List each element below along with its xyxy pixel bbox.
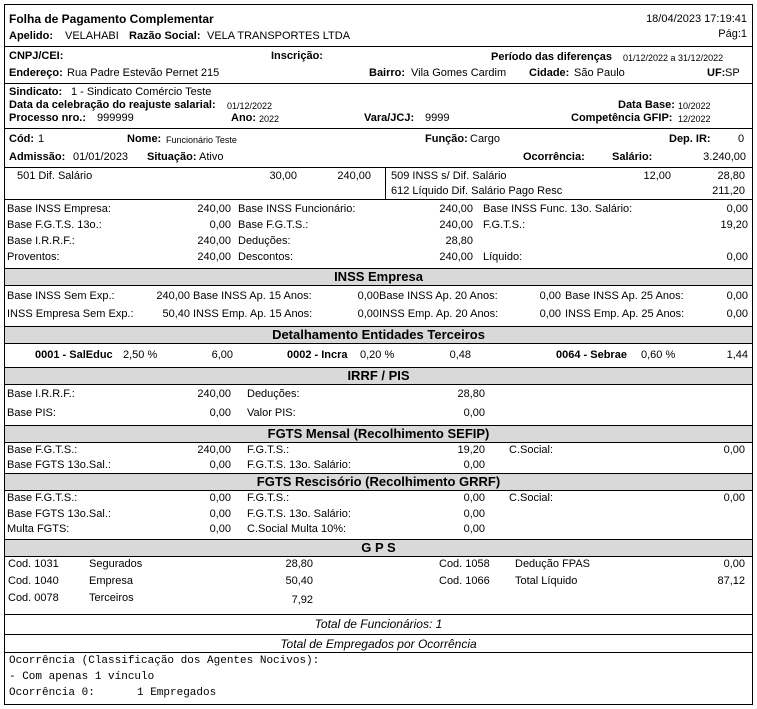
- irrf-label: Base I.R.R.F.:: [7, 388, 75, 400]
- ocorrencia-label: Ocorrência 0:: [9, 687, 95, 699]
- irrf-value: 28,80: [457, 388, 485, 400]
- evento-ref: 12,00: [643, 170, 671, 182]
- terceiro-pct: 0,60 %: [641, 349, 676, 361]
- base-value: 240,00: [439, 251, 473, 263]
- total-funcionarios: Total de Funcionários: 1: [314, 617, 443, 631]
- evento-valor: 28,80: [717, 170, 745, 182]
- periodo-value: 01/12/2022 a 31/12/2022: [623, 53, 724, 63]
- gps-value: 7,92: [291, 594, 313, 606]
- gps-desc: Terceiros: [89, 592, 134, 604]
- report-title: Folha de Pagamento Complementar: [9, 12, 214, 26]
- inss-value: 0,00: [357, 290, 379, 302]
- section-inss-empresa: INSS Empresa: [5, 268, 752, 286]
- base-label: Base INSS Funcionário:: [238, 203, 356, 215]
- base-label: Líquido:: [483, 251, 523, 263]
- inss-value: 0,00: [726, 290, 748, 302]
- processo-label: Processo nro.:: [9, 112, 87, 124]
- admissao-value: 01/01/2023: [73, 151, 129, 163]
- cidade-label: Cidade:: [529, 67, 570, 79]
- base-value: 28,80: [445, 235, 473, 247]
- periodo-label: Período das diferenças: [491, 51, 613, 63]
- data-base-value: 10/2022: [678, 101, 711, 111]
- inss-label: INSS Emp. Ap. 25 Anos:: [565, 308, 685, 320]
- fgts-value: 240,00: [197, 444, 231, 456]
- irrf-value: 240,00: [197, 388, 231, 400]
- razao-social-label: Razão Social:: [129, 30, 201, 42]
- terceiro-value: 6,00: [211, 349, 233, 361]
- gps-desc: Segurados: [89, 558, 143, 570]
- base-label: Base INSS Func. 13o. Salário:: [483, 203, 633, 215]
- section-fgts-mensal: FGTS Mensal (Recolhimento SEFIP): [5, 425, 752, 443]
- base-value: 240,00: [439, 219, 473, 231]
- inss-value: 0,00: [726, 308, 748, 320]
- gps-value: 50,40: [285, 575, 313, 587]
- gps-desc: Total Líquido: [515, 575, 578, 587]
- base-label: Proventos:: [7, 251, 60, 263]
- section-irrf-pis: IRRF / PIS: [5, 367, 752, 385]
- salario-label: Salário:: [612, 151, 653, 163]
- competencia-value: 12/2022: [678, 114, 711, 124]
- gps-cod: Cod. 1066: [439, 575, 490, 587]
- data-base-label: Data Base:: [618, 99, 675, 111]
- apelido-value: VELAHABI: [65, 30, 119, 42]
- fgts-resc-label: Multa FGTS:: [7, 523, 70, 535]
- fgts-resc-value: 0,00: [209, 508, 231, 520]
- terceiro-pct: 0,20 %: [360, 349, 395, 361]
- irrf-label: Deduções:: [247, 388, 300, 400]
- inss-label: Base INSS Sem Exp.:: [7, 290, 115, 302]
- nome-label: Nome:: [127, 133, 162, 145]
- fgts-resc-value: 0,00: [463, 523, 485, 535]
- ocorrencia-value: 1 Empregados: [137, 687, 217, 699]
- inss-label: INSS Emp. Ap. 20 Anos:: [379, 308, 499, 320]
- sindicato-label: Sindicato:: [9, 86, 63, 98]
- sindicato-value: 1 - Sindicato Comércio Teste: [71, 86, 212, 98]
- fgts-label: C.Social:: [509, 444, 554, 456]
- fgts-resc-value: 0,00: [723, 492, 745, 504]
- fgts-value: 0,00: [723, 444, 745, 456]
- apelido-label: Apelido:: [9, 30, 53, 42]
- ocorrencia-title: Ocorrência (Classificação dos Agentes Nocivos):: [9, 655, 320, 667]
- fgts-value: 19,20: [457, 444, 485, 456]
- gps-cod: Cod. 0078: [8, 592, 59, 604]
- base-label: Base F.G.T.S.:: [238, 219, 309, 231]
- competencia-label: Competência GFIP:: [571, 112, 673, 124]
- funcao-value: Cargo: [470, 133, 500, 145]
- data-reajuste-label: Data da celebração do reajuste salarial:: [9, 99, 216, 111]
- dep-ir-label: Dep. IR:: [669, 133, 711, 145]
- uf-value: SP: [725, 67, 740, 79]
- report-datetime: 18/04/2023 17:19:41: [646, 13, 747, 25]
- fgts-label: F.G.T.S. 13o. Salário:: [247, 459, 351, 471]
- base-value: 240,00: [197, 235, 231, 247]
- base-value: 240,00: [197, 203, 231, 215]
- uf-label: UF:: [707, 67, 726, 79]
- pis-value: 0,00: [463, 407, 485, 419]
- evento-desc: 612 Líquido Dif. Salário Pago Resc: [391, 185, 563, 197]
- fgts-resc-value: 0,00: [463, 508, 485, 520]
- base-label: Deduções:: [238, 235, 291, 247]
- base-value: 0,00: [726, 203, 748, 215]
- fgts-label: F.G.T.S.:: [247, 444, 290, 456]
- gps-desc: Empresa: [89, 575, 134, 587]
- ano-label: Ano:: [231, 112, 257, 124]
- fgts-resc-label: C.Social:: [509, 492, 554, 504]
- base-label: F.G.T.S.:: [483, 219, 526, 231]
- total-empregados-ocorrencia: Total de Empregados por Ocorrência: [280, 637, 477, 651]
- endereco-label: Endereço:: [9, 67, 63, 79]
- fgts-label: Base F.G.T.S.:: [7, 444, 78, 456]
- base-value: 240,00: [439, 203, 473, 215]
- pis-label: Base PIS:: [7, 407, 56, 419]
- fgts-resc-label: Base F.G.T.S.:: [7, 492, 78, 504]
- gps-cod: Cod. 1031: [8, 558, 59, 570]
- base-value: 19,20: [720, 219, 748, 231]
- cod-value: 1: [38, 133, 45, 145]
- terceiro-name: 0001 - SalEduc: [35, 349, 113, 361]
- data-reajuste-value: 01/12/2022: [227, 101, 273, 111]
- terceiro-value: 0,48: [449, 349, 471, 361]
- endereco-value: Rua Padre Estevão Pernet 215: [67, 67, 220, 79]
- inss-label: Base INSS Ap. 25 Anos:: [565, 290, 684, 302]
- bairro-value: Vila Gomes Cardim: [411, 67, 507, 79]
- terceiro-name: 0002 - Incra: [287, 349, 348, 361]
- gps-value: 87,12: [717, 575, 745, 587]
- nome-value: Funcionário Teste: [166, 135, 237, 145]
- fgts-resc-value: 0,00: [463, 492, 485, 504]
- inss-value: 0,00: [539, 308, 561, 320]
- pis-label: Valor PIS:: [247, 407, 296, 419]
- terceiro-pct: 2,50 %: [123, 349, 158, 361]
- evento-desc: 501 Dif. Salário: [17, 170, 93, 182]
- inss-label: Base INSS Ap. 15 Anos:: [193, 290, 312, 302]
- ano-value: 2022: [259, 114, 280, 124]
- ocorrencia-vinculo: - Com apenas 1 vínculo: [9, 671, 155, 683]
- report-page: [4, 4, 753, 705]
- fgts-resc-label: C.Social Multa 10%:: [247, 523, 347, 535]
- base-label: Descontos:: [238, 251, 294, 263]
- vara-value: 9999: [425, 112, 450, 124]
- situacao-value: Ativo: [199, 151, 224, 163]
- evento-valor: 240,00: [337, 170, 371, 182]
- gps-cod: Cod. 1058: [439, 558, 490, 570]
- inss-label: INSS Emp. Ap. 15 Anos:: [193, 308, 313, 320]
- gps-value: 0,00: [723, 558, 745, 570]
- base-label: Base I.R.R.F.:: [7, 235, 75, 247]
- base-value: 0,00: [209, 219, 231, 231]
- evento-valor: 211,20: [712, 185, 745, 197]
- inss-label: Base INSS Ap. 20 Anos:: [379, 290, 498, 302]
- inss-value: 0,00: [539, 290, 561, 302]
- salario-value: 3.240,00: [703, 151, 746, 163]
- fgts-resc-label: F.G.T.S. 13o. Salário:: [247, 508, 351, 520]
- fgts-value: 0,00: [209, 459, 231, 471]
- terceiro-name: 0064 - Sebrae: [556, 349, 627, 361]
- inss-label: INSS Empresa Sem Exp.:: [7, 308, 134, 320]
- gps-value: 28,80: [285, 558, 313, 570]
- inss-value: 0,00: [357, 308, 379, 320]
- section-terceiros: Detalhamento Entidades Terceiros: [5, 326, 752, 344]
- section-gps: G P S: [5, 539, 752, 557]
- admissao-label: Admissão:: [9, 151, 66, 163]
- situacao-label: Situação:: [147, 151, 197, 163]
- funcao-label: Função:: [425, 133, 468, 145]
- gps-cod: Cod. 1040: [8, 575, 59, 587]
- base-label: Base F.G.T.S. 13o.:: [7, 219, 102, 231]
- fgts-resc-value: 0,00: [209, 492, 231, 504]
- evento-ref: 30,00: [269, 170, 297, 182]
- pis-value: 0,00: [209, 407, 231, 419]
- bairro-label: Bairro:: [369, 67, 406, 79]
- ocorrencia-label: Ocorrência:: [523, 151, 585, 163]
- section-fgts-rescisorio: FGTS Rescisório (Recolhimento GRRF): [5, 473, 752, 491]
- evento-desc: 509 INSS s/ Dif. Salário: [391, 170, 507, 182]
- processo-value: 999999: [97, 112, 134, 124]
- inscricao-label: Inscrição:: [271, 50, 323, 62]
- base-value: 240,00: [197, 251, 231, 263]
- fgts-resc-label: Base FGTS 13o.Sal.:: [7, 508, 111, 520]
- razao-social-value: VELA TRANSPORTES LTDA: [207, 30, 351, 42]
- inss-value: 50,40: [162, 308, 190, 320]
- fgts-resc-label: F.G.T.S.:: [247, 492, 290, 504]
- gps-desc: Dedução FPAS: [515, 558, 591, 570]
- cidade-value: São Paulo: [574, 67, 625, 79]
- base-label: Base INSS Empresa:: [7, 203, 111, 215]
- page-number: Pág:1: [718, 28, 747, 40]
- dep-ir-value: 0: [738, 133, 745, 145]
- cod-label: Cód:: [9, 133, 35, 145]
- fgts-value: 0,00: [463, 459, 485, 471]
- fgts-label: Base FGTS 13o.Sal.:: [7, 459, 111, 471]
- terceiro-value: 1,44: [726, 349, 748, 361]
- cnpj-label: CNPJ/CEI:: [9, 50, 64, 62]
- base-value: 0,00: [726, 251, 748, 263]
- fgts-resc-value: 0,00: [209, 523, 231, 535]
- inss-value: 240,00: [156, 290, 190, 302]
- vara-label: Vara/JCJ:: [364, 112, 415, 124]
